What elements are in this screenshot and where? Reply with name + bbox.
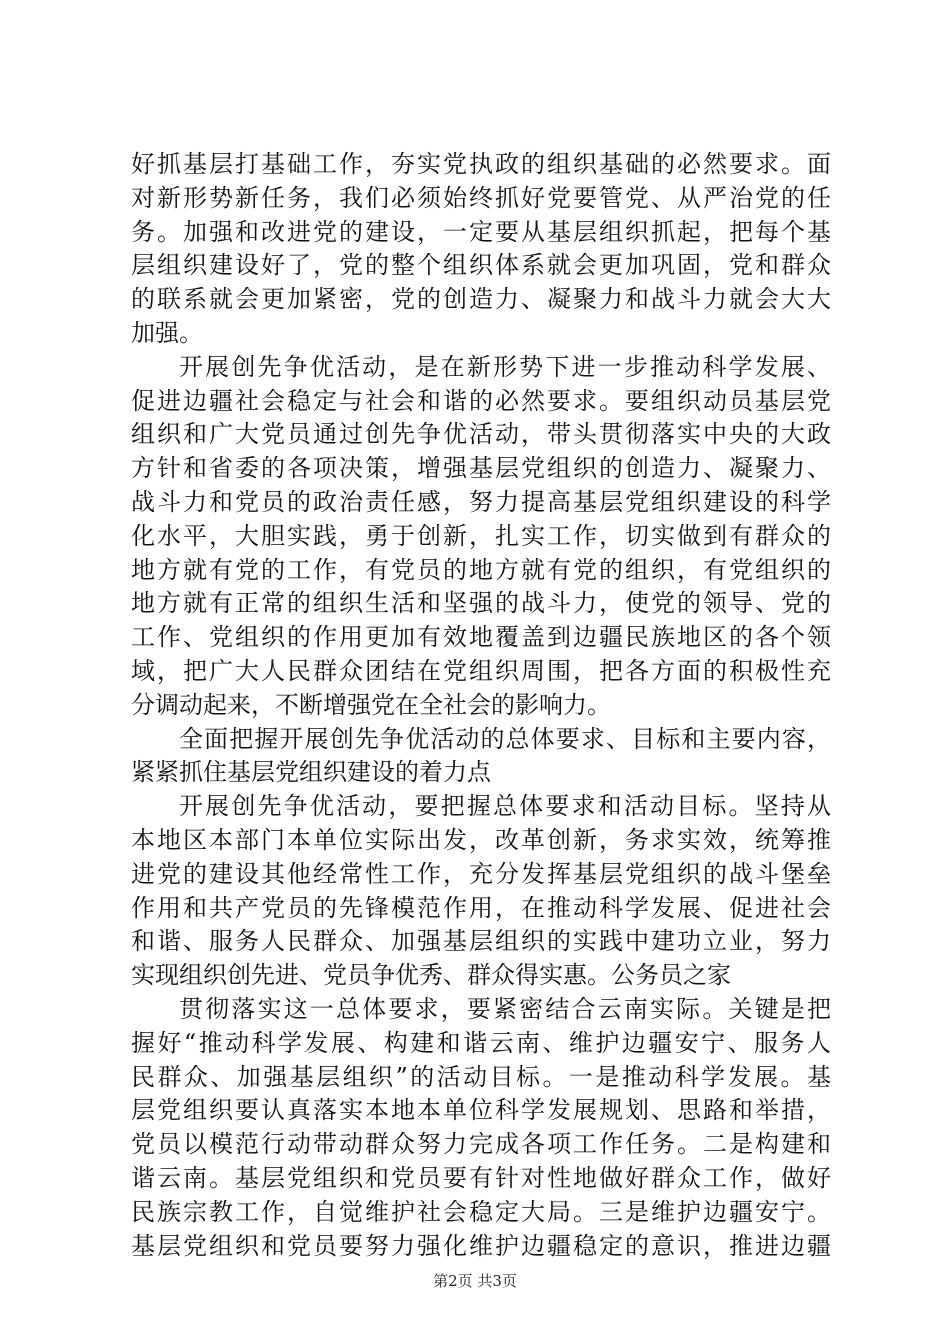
text-line: 地方就有党的工作，有党员的地方就有党的组织，有党组织的 xyxy=(131,555,831,584)
text-line: 对新形势新任务，我们必须始终抓好党要管党、从严治党的任 xyxy=(131,183,831,212)
text-line: 地方就有正常的组织生活和坚强的战斗力，使党的领导、党的 xyxy=(131,589,831,618)
text-line: 本地区本部门本单位实际出发，改革创新，务求实效，统筹推 xyxy=(131,825,831,854)
text-line: 民族宗教工作，自觉维护社会稳定大局。三是维护边疆安宁。 xyxy=(131,1197,831,1226)
document-body xyxy=(131,148,831,1263)
text-line: 组织和广大党员通过创先争优活动，带头贯彻落实中央的大政 xyxy=(131,420,831,449)
text-line: 握好“推动科学发展、构建和谐云南、维护边疆安宁、服务人 xyxy=(131,1028,831,1057)
text-line: 民群众、加强基层组织”的活动目标。一是推动科学发展。基 xyxy=(131,1062,831,1091)
text-line: 的联系就会更加紧密，党的创造力、凝聚力和战斗力就会大大 xyxy=(131,285,831,314)
text-line: 进党的建设其他经常性工作，充分发挥基层党组织的战斗堡垒 xyxy=(131,859,831,888)
text-line: 开展创先争优活动，要把握总体要求和活动目标。坚持从 xyxy=(179,792,831,821)
text-line: 谐云南。基层党组织和党员要有针对性地做好群众工作，做好 xyxy=(131,1163,831,1192)
text-line: 战斗力和党员的政治责任感，努力提高基层党组织建设的科学 xyxy=(131,487,831,516)
text-line: 基层党组织和党员要努力强化维护边疆稳定的意识，推进边疆 xyxy=(131,1231,831,1260)
text-line: 全面把握开展创先争优活动的总体要求、目标和主要内容， xyxy=(179,724,831,753)
text-line: 党员以模范行动带动群众努力完成各项工作任务。二是构建和 xyxy=(131,1130,831,1159)
text-line: 务。加强和改进党的建设，一定要从基层组织抓起，把每个基 xyxy=(131,217,831,246)
text-line: 促进边疆社会稳定与社会和谐的必然要求。要组织动员基层党 xyxy=(131,386,831,415)
text-line: 域，把广大人民群众团结在党组织周围，把各方面的积极性充 xyxy=(131,656,831,685)
text-line: 工作、党组织的作用更加有效地覆盖到边疆民族地区的各个领 xyxy=(131,623,831,652)
text-line: 作用和共产党员的先锋模范作用，在推动科学发展、促进社会 xyxy=(131,893,831,922)
text-line: 贯彻落实这一总体要求，要紧密结合云南实际。关键是把 xyxy=(179,994,831,1023)
text-line: 层组织建设好了，党的整个组织体系就会更加巩固，党和群众 xyxy=(131,251,831,280)
text-line: 好抓基层打基础工作，夯实党执政的组织基础的必然要求。面 xyxy=(131,150,831,178)
text-line: 层党组织要认真落实本地本单位科学发展规划、思路和举措， xyxy=(131,1096,831,1125)
text-line: 紧紧抓住基层党组织建设的着力点 xyxy=(131,758,491,787)
text-line: 分调动起来，不断增强党在全社会的影响力。 xyxy=(131,690,611,719)
text-line: 实现组织创先进、党员争优秀、群众得实惠。公务员之家 xyxy=(131,961,731,990)
page-footer: 第2页 共3页 xyxy=(433,1272,517,1290)
text-line: 和谐、服务人民群众、加强基层组织的实践中建功立业，努力 xyxy=(131,927,831,956)
text-line: 方针和省委的各项决策，增强基层党组织的创造力、凝聚力、 xyxy=(131,454,831,483)
text-line: 加强。 xyxy=(131,318,203,347)
text-line: 开展创先争优活动，是在新形势下进一步推动科学发展、 xyxy=(179,352,831,381)
text-line: 化水平，大胆实践，勇于创新，扎实工作，切实做到有群众的 xyxy=(131,521,831,550)
